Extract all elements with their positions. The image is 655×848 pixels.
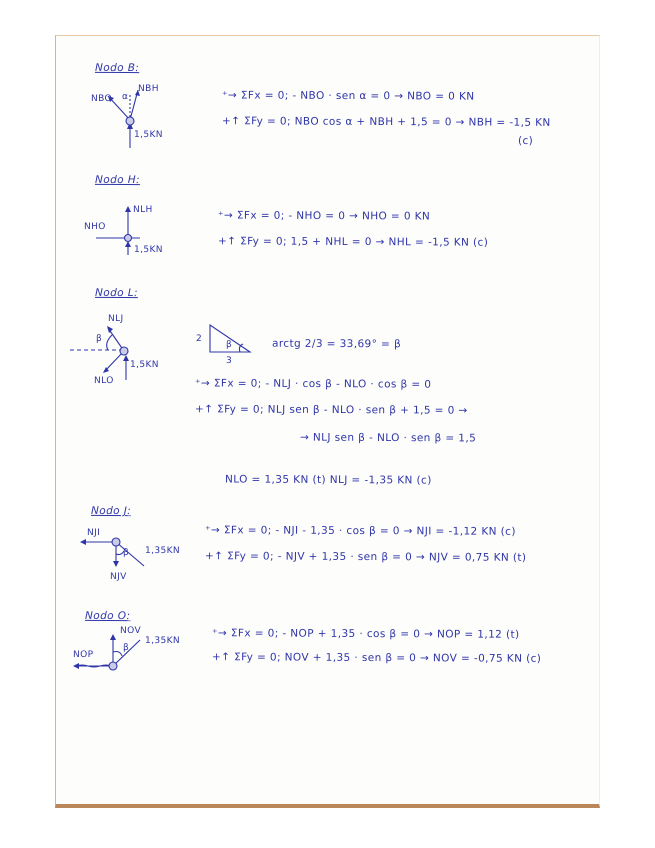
section-title-node-o: Nodo O: — [84, 609, 131, 623]
label-nji: NJI — [86, 527, 101, 539]
node-j-diagram — [80, 538, 144, 567]
label-nov: NOV — [119, 625, 142, 637]
label-nop: NOP — [72, 649, 94, 661]
label-beta-o: β — [122, 642, 130, 654]
label-load-l: 1,5KN — [129, 359, 159, 371]
section-title-node-j: Nodo J: — [90, 504, 132, 518]
label-load-j: 1,35KN — [144, 545, 181, 557]
triangle-beta: β — [225, 339, 233, 351]
label-load-h: 1,5KN — [133, 244, 163, 256]
label-load-o: 1,35KN — [144, 635, 181, 647]
eq-j-fy: +↑ ΣFy = 0; - NJV + 1,35 · sen β = 0 → NJV = 0,75 KN (t) — [204, 550, 527, 564]
label-nbo: NBO — [90, 93, 113, 105]
label-alpha: α — [121, 91, 129, 103]
label-nbh: NBH — [137, 83, 159, 95]
eq-h-fy: +↑ ΣFy = 0; 1,5 + NHL = 0 → NHL = -1,5 KN (c) — [217, 235, 489, 249]
section-title-node-b: Nodo B: — [94, 61, 140, 75]
label-njv: NJV — [109, 571, 127, 583]
eq-l-fy-2: → NLJ sen β - NLO · sen β = 1,5 — [299, 431, 477, 445]
eq-h-fx: ⁺→ ΣFx = 0; - NHO = 0 → NHO = 0 KN — [217, 209, 431, 223]
triangle-side-2: 2 — [195, 333, 203, 345]
eq-l-result: NLO = 1,35 KN (t) NLJ = -1,35 KN (c) — [224, 473, 432, 487]
triangle-side-3: 3 — [225, 355, 233, 367]
section-title-node-h: Nodo H: — [94, 173, 140, 187]
eq-b-c: (c) — [517, 134, 534, 148]
label-nlh: NLH — [132, 204, 153, 216]
label-nlo: NLO — [93, 375, 114, 387]
label-beta-j: β — [122, 547, 130, 559]
eq-l-fy: +↑ ΣFy = 0; NLJ sen β - NLO · sen β + 1,5 = 0 → — [194, 403, 468, 417]
eq-o-fx: ⁺→ ΣFx = 0; - NOP + 1,35 · cos β = 0 → NOP = 1,12 (t) — [211, 627, 520, 641]
label-load-b: 1,5KN — [133, 129, 163, 141]
label-nho: NHO — [83, 221, 106, 233]
eq-b-fy: +↑ ΣFy = 0; NBO cos α + NBH + 1,5 = 0 → NBH = -1,5 KN — [221, 115, 551, 129]
eq-o-fy: +↑ ΣFy = 0; NOV + 1,35 · sen β = 0 → NOV = -0,75 KN (c) — [211, 651, 542, 665]
label-beta-l: β — [95, 333, 103, 345]
section-title-node-l: Nodo L: — [94, 286, 138, 300]
eq-l-fx: ⁺→ ΣFx = 0; - NLJ · cos β - NLO · cos β = 0 — [194, 377, 432, 391]
eq-l-arctg: arctg 2/3 = 33,69° = β — [271, 337, 402, 351]
label-nlj: NLJ — [107, 313, 124, 325]
eq-j-fx: ⁺→ ΣFx = 0; - NJI - 1,35 · cos β = 0 → NJI = -1,12 KN (c) — [204, 524, 516, 538]
eq-b-fx: ⁺→ ΣFx = 0; - NBO · sen α = 0 → NBO = 0 KN — [221, 89, 475, 103]
